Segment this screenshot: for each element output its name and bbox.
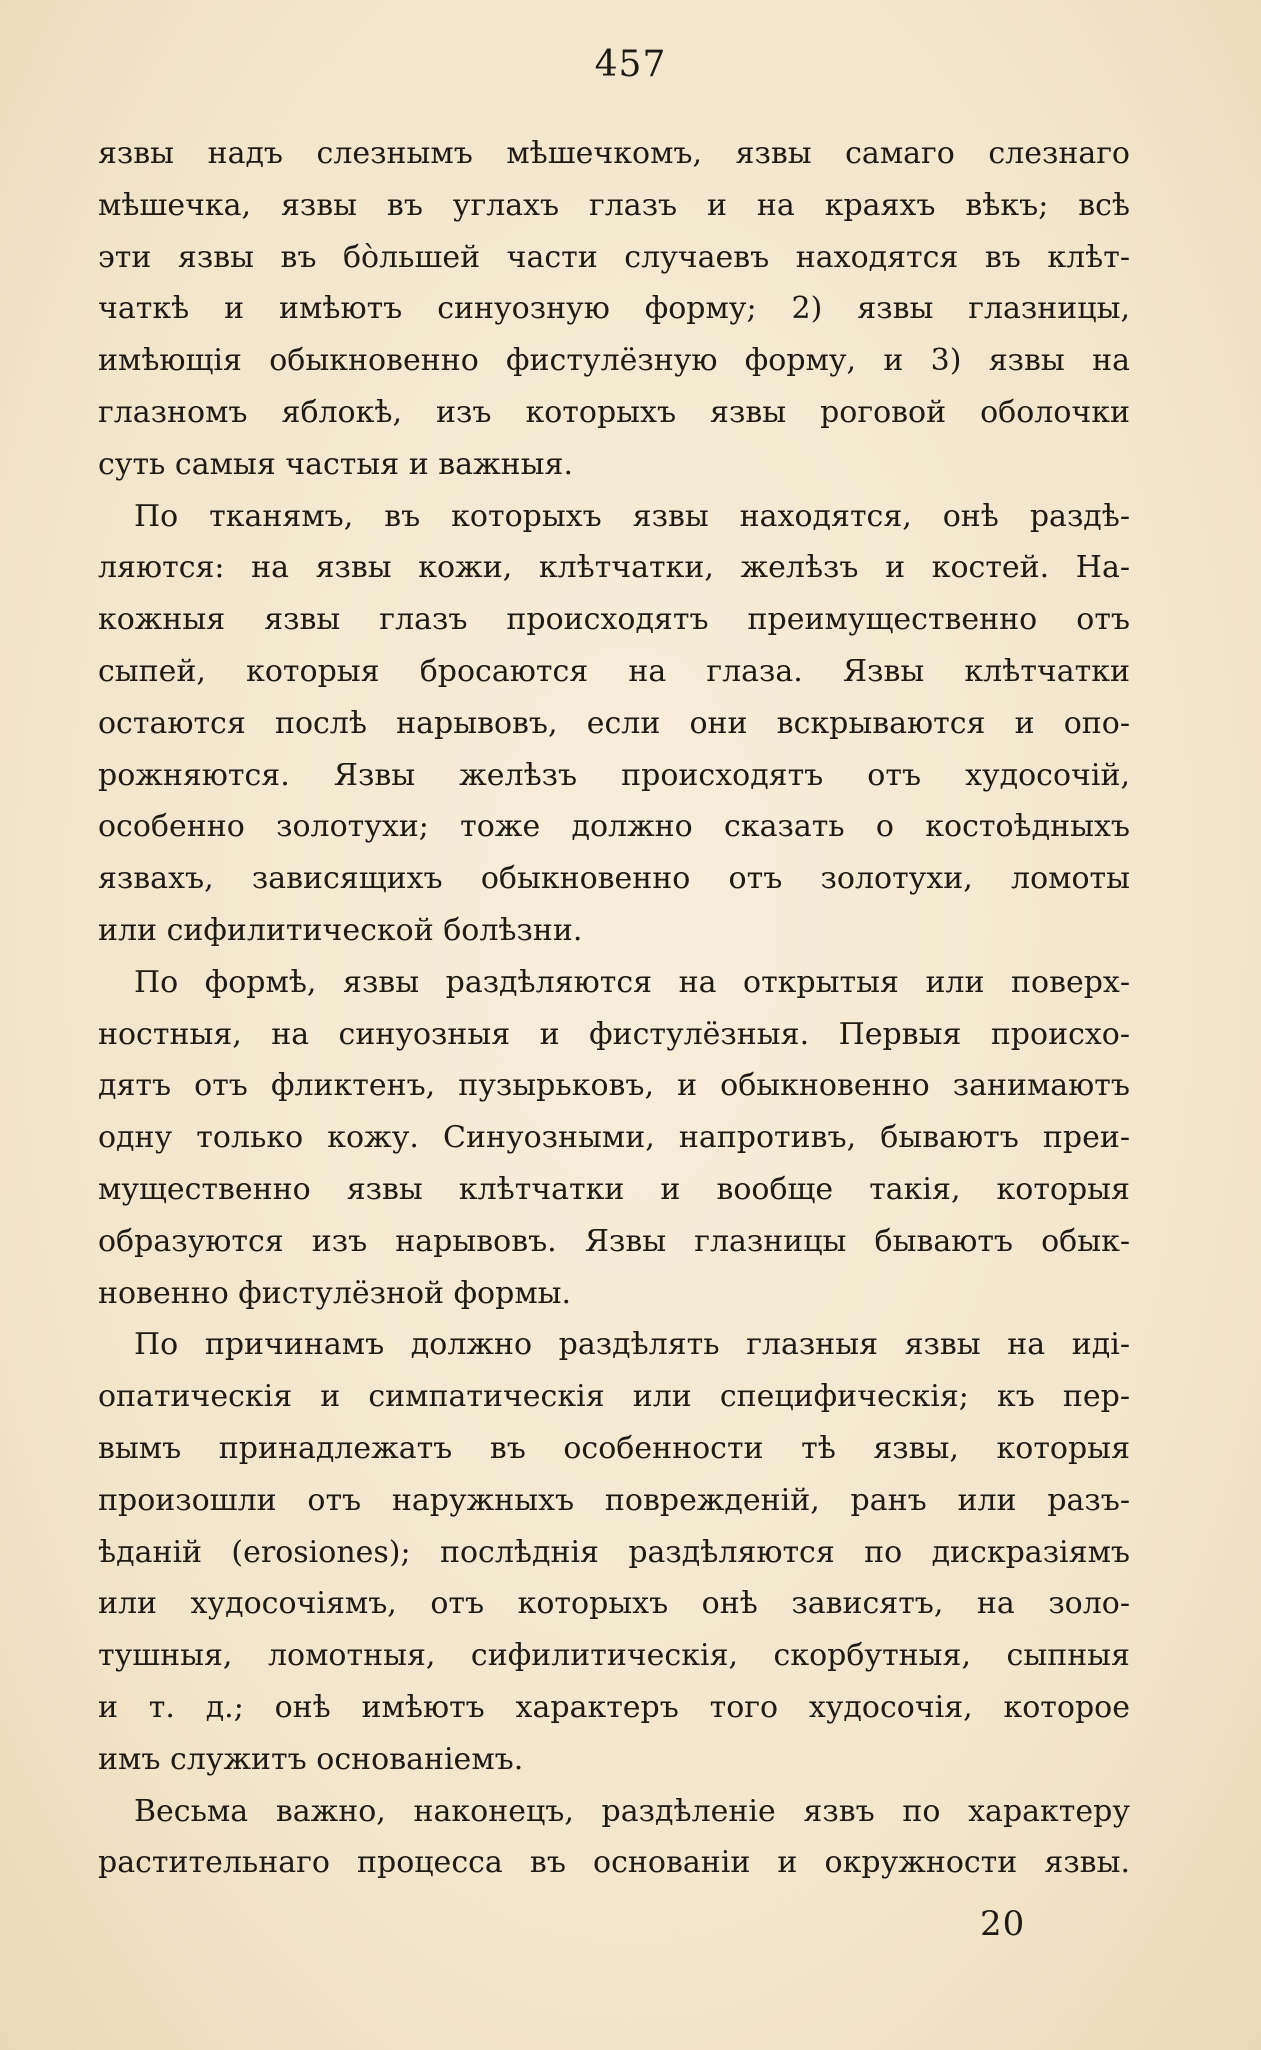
- paragraph-first-line: По тканямъ, въ которыхъ язвы находятся, онѣ раздѣ-: [134, 498, 1130, 534]
- text-line: имъ служитъ основаніемъ.: [98, 1741, 524, 1777]
- text-line: суть самыя частыя и важныя.: [98, 446, 573, 482]
- text-line: остаются послѣ нарывовъ, если они вскрываются и опо-: [98, 705, 1130, 741]
- text-line: или сифилитической болѣзни.: [98, 912, 583, 948]
- text-line: ностныя, на синуозныя и фистулёзныя. Первыя происхо-: [98, 1016, 1130, 1052]
- text-line: кожныя язвы глазъ происходятъ преимущественно отъ: [98, 602, 1130, 638]
- text-line: вымъ принадлежатъ въ особенности тѣ язвы, которыя: [98, 1430, 1130, 1466]
- text-line: тушныя, ломотныя, сифилитическія, скорбутныя, сыпныя: [98, 1638, 1130, 1674]
- text-line: и т. д.; онѣ имѣютъ характеръ того худосочія, которое: [98, 1689, 1130, 1725]
- paragraph-first-line: Весьма важно, наконецъ, раздѣленіе язвъ по характеру: [134, 1793, 1130, 1829]
- text-line: имѣющія обыкновенно фистулёзную форму, и 3) язвы на: [98, 343, 1130, 379]
- paragraph-first-line: По причинамъ должно раздѣлять глазныя язвы на иді-: [134, 1327, 1130, 1363]
- text-line: эти язвы въ бо̀льшей части случаевъ находятся въ клѣт-: [98, 239, 1130, 275]
- text-line: дятъ отъ фликтенъ, пузырьковъ, и обыкновенно занимаютъ: [98, 1068, 1130, 1104]
- text-line: опатическія и симпатическія или специфическія; къ пер-: [98, 1379, 1130, 1415]
- text-line: глазномъ яблокѣ, изъ которыхъ язвы роговой оболочки: [98, 394, 1130, 430]
- text-line: язвы надъ слезнымъ мѣшечкомъ, язвы самаго слезнаго: [98, 136, 1130, 171]
- text-line: ѣданій (erosiones); послѣднія раздѣляются по дискразіямъ: [98, 1534, 1130, 1570]
- paragraph-first-line: По формѣ, язвы раздѣляются на открытыя или поверх-: [134, 964, 1130, 1000]
- text-line: чаткѣ и имѣютъ синуозную форму; 2) язвы глазницы,: [98, 291, 1130, 327]
- text-line: или худосочіямъ, отъ которыхъ онѣ зависятъ, на золо-: [98, 1586, 1130, 1622]
- text-line: язвахъ, зависящихъ обыкновенно отъ золотухи, ломоты: [98, 861, 1130, 897]
- text-line: растительнаго процесса въ основаніи и окружности язвы.: [98, 1845, 1130, 1881]
- text-line: рожняются. Язвы желѣзъ происходятъ отъ худосочій,: [98, 757, 1130, 793]
- text-line: одну только кожу. Синуозными, напротивъ, бываютъ преи-: [98, 1120, 1130, 1156]
- text-line: мущественно язвы клѣтчатки и вообще такія, которыя: [98, 1171, 1130, 1207]
- text-line: образуются изъ нарывовъ. Язвы глазницы бываютъ обык-: [98, 1223, 1130, 1259]
- text-line: ляются: на язвы кожи, клѣтчатки, желѣзъ и костей. На-: [98, 550, 1130, 586]
- text-line: особенно золотухи; тоже должно сказать о костоѣдныхъ: [98, 809, 1130, 845]
- text-line: сыпей, которыя бросаются на глаза. Язвы клѣтчатки: [98, 653, 1130, 689]
- page-number: 457: [594, 44, 667, 85]
- signature-mark: 20: [980, 1904, 1026, 1944]
- text-line: новенно фистулёзной формы.: [98, 1275, 572, 1311]
- text-line: произошли отъ наружныхъ поврежденій, ранъ или разъ-: [98, 1482, 1130, 1518]
- text-line: мѣшечка, язвы въ углахъ глазъ и на краяхъ вѣкъ; всѣ: [98, 187, 1130, 223]
- body-text: [98, 128, 1130, 1889]
